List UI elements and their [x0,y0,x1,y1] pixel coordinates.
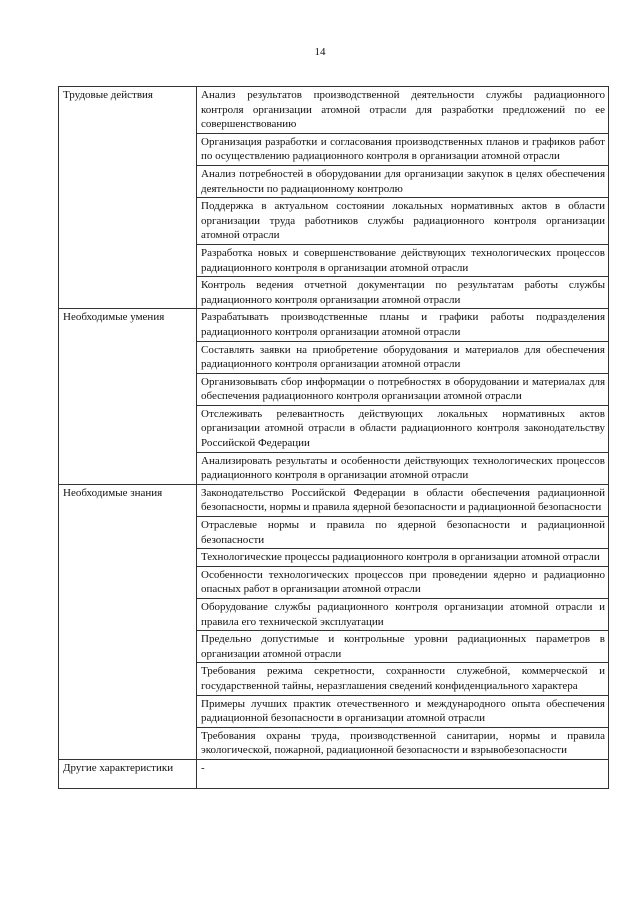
section-label-required-knowledge: Необходимые знания [59,484,197,759]
table-row [59,87,609,134]
table-cell: Составлять заявки на приобретение оборудования и материалов для обеспечения радиационного контроля организации атомной отрасли [197,341,609,373]
table-cell: Анализировать результаты и особенности действующих технологических процессов радиационного контроля в организации атомной отрасли [197,452,609,484]
table-cell: Примеры лучших практик отечественного и международного опыта обеспечения радиационной безопасности в организации атомной отрасли [197,695,609,727]
section-label-labor-actions: Трудовые действия [59,87,197,309]
table-cell: Анализ результатов производственной деятельности службы радиационного контроля организации атомной отрасли для разработки предложений по ее совершенствованию [197,87,609,134]
table-cell: Отраслевые нормы и правила по ядерной безопасности и радиационной безопасности [197,517,609,549]
table-cell: Особенности технологических процессов при проведении ядерно и радиационно опасных работ в организации атомной отрасли [197,566,609,598]
table-cell: Разрабатывать производственные планы и графики работы подразделения радиационного контроля организации атомной отрасли [197,309,609,341]
table-cell: Поддержка в актуальном состоянии локальных нормативных актов в области организации труда работников службы радиационного контроля организации атомной отрасли [197,198,609,245]
table-cell: - [197,759,609,788]
table-cell: Организовывать сбор информации о потребностях в оборудовании и материалах для обеспечения радиационного контроля организации атомной отрасли [197,373,609,405]
table-cell: Технологические процессы радиационного контроля в организации атомной отрасли [197,549,609,567]
table-cell: Разработка новых и совершенствование действующих технологических процессов радиационного контроля в организации атомной отрасли [197,244,609,276]
table-cell: Требования охраны труда, производственной санитарии, нормы и правила экологической, пожарной, радиационной безопасности и взрывобезопасности [197,727,609,759]
section-label-other-characteristics: Другие характеристики [59,759,197,788]
table-row [59,484,609,516]
table-cell: Отслеживать релевантность действующих локальных нормативных актов организации атомной отрасли в области радиационного контроля законодательству Российской Федерации [197,405,609,452]
table-cell: Контроль ведения отчетной документации по результатам работы службы радиационного контроля организации атомной отрасли [197,277,609,309]
page-number: 14 [314,46,326,58]
table-cell: Организация разработки и согласования производственных планов и графиков работ по осуществлению радиационного контроля в организации атомной отрасли [197,133,609,165]
table-cell: Требования режима секретности, сохранности служебной, коммерческой и государственной тайны, неразглашения сведений конфиденциального характера [197,663,609,695]
competency-table [58,86,609,789]
table-row [59,759,609,788]
table-row [59,309,609,341]
table-cell: Предельно допустимые и контрольные уровни радиационных параметров в организации атомной отрасли [197,631,609,663]
table-cell: Анализ потребностей в оборудовании для организации закупок в целях обеспечения деятельности по радиационному контролю [197,165,609,197]
table-cell: Законодательство Российской Федерации в области обеспечения радиационной безопасности, нормы и правила ядерной безопасности и радиационной безопасности [197,484,609,516]
section-label-required-skills: Необходимые умения [59,309,197,485]
table-cell: Оборудование службы радиационного контроля организации атомной отрасли и правила его технической эксплуатации [197,599,609,631]
